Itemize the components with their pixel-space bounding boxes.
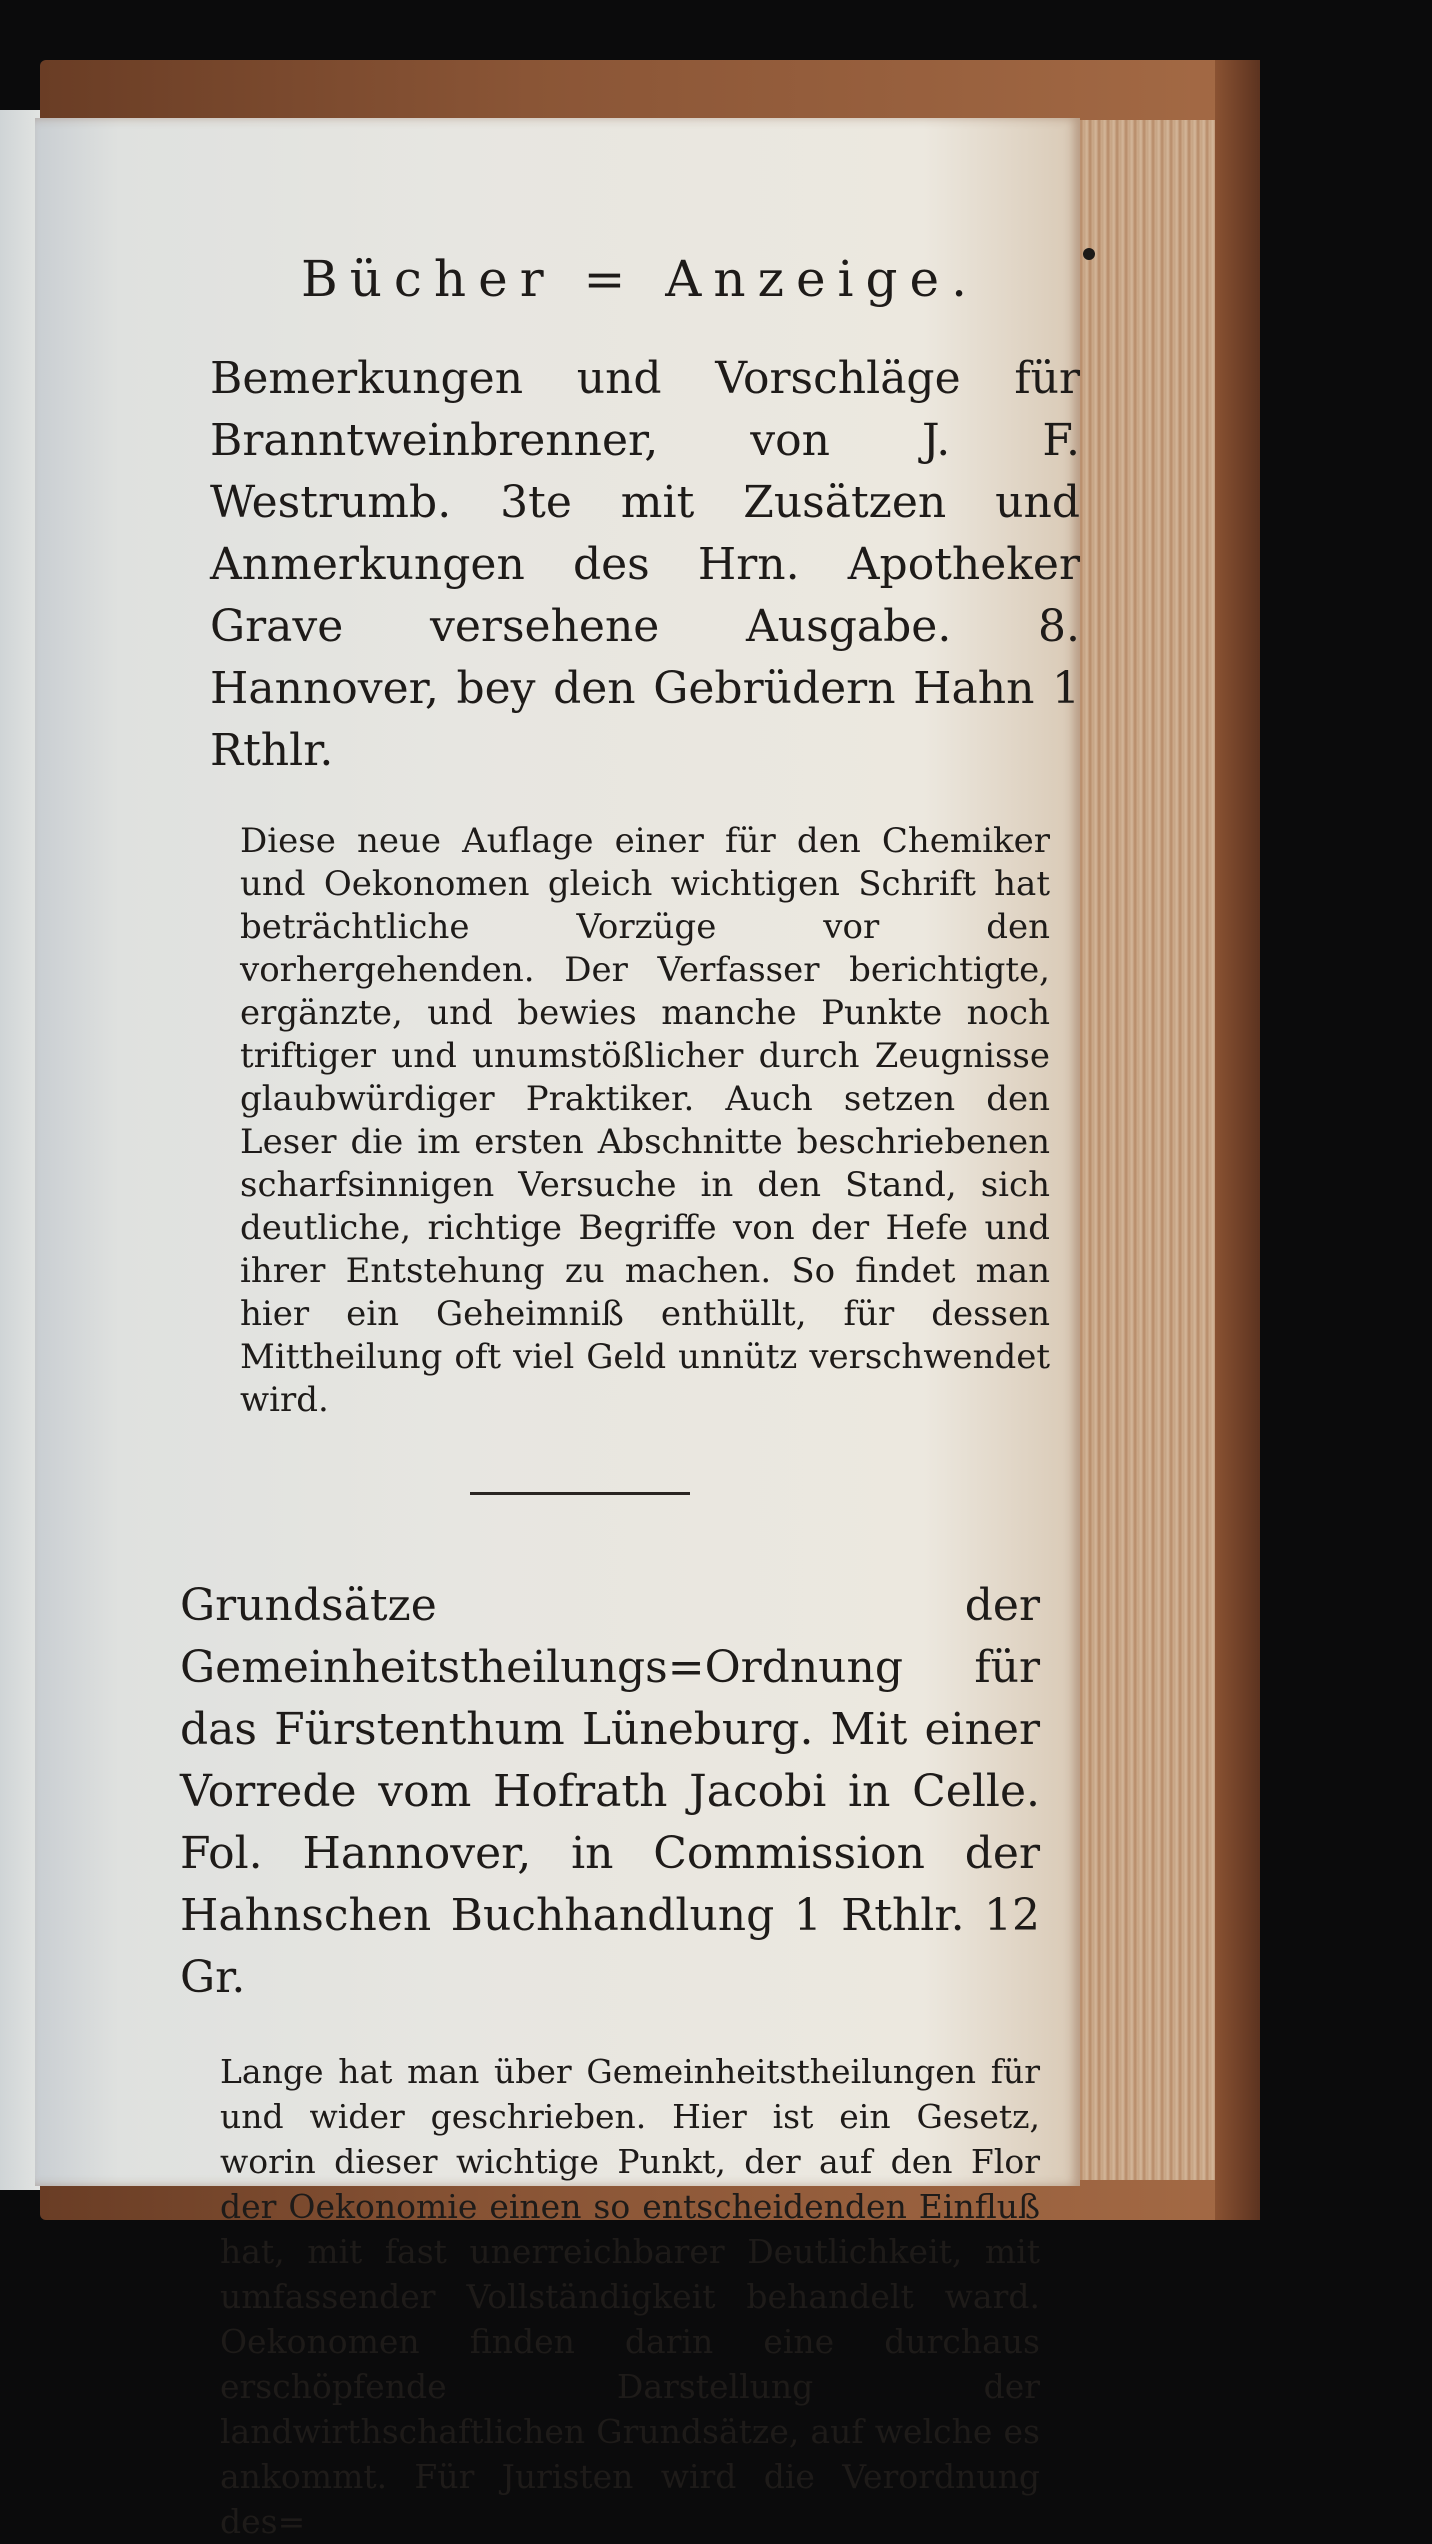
left-page-edge	[0, 110, 40, 2190]
entry-1-title: Bemerkungen und Vorschläge für Branntweinbrenner, von J. F. Westrumb. 3te mit Zusätzen und Anmerkungen des Hrn. Apotheker Grave versehene Ausgabe. 8. Hannover, bey den Gebrüdern Hahn 1 Rthlr.	[210, 353, 1080, 776]
entry-2-title: Grundsätze der Gemeinheitstheilungs=Ordnung für das Fürstenthum Lüneburg. Mit einer Vorrede vom Hofrath Jacobi in Celle. Fol. Hannover, in Commission der Hahnschen Buchhandlung 1 Rthlr. 12 Gr.	[180, 1580, 1040, 2003]
page-text	[170, 250, 1080, 2544]
page-edges	[1075, 120, 1215, 2180]
section-divider	[470, 1492, 690, 1495]
page-heading: Bücher = Anzeige.	[300, 250, 980, 308]
entry-2-description: Lange hat man über Gemeinheitstheilungen für und wider geschrieben. Hier ist ein Gesetz, worin dieser wichtige Punkt, der auf den Flor der Oekonomie einen so entscheidenden Einfluß hat, mit fast unerreichbarer Deutlichkeit, mit umfassender Vollständigkeit behandelt ward. Oekonomen finden darin eine durchaus erschöpfende Darstellung der landwirthschaftlichen Grundsätze, auf welche es ankommt. Für Juristen wird die Verordnung des=	[220, 2052, 1040, 2541]
ink-spot	[1083, 248, 1095, 260]
entry-1-description: Diese neue Auflage einer für den Chemiker und Oekonomen gleich wichtigen Schrift hat beträchtliche Vorzüge vor den vorhergehenden. Der Verfasser berichtigte, ergänzte, und bewies manche Punkte noch triftiger und unumstößlicher durch Zeugnisse glaubwürdiger Praktiker. Auch setzen den Leser die im ersten Abschnitte beschriebenen scharfsinnigen Versuche in den Stand, sich deutliche, richtige Begriffe von der Hefe und ihrer Entstehung zu machen. So findet man hier ein Geheimniß enthüllt, für dessen Mittheilung oft viel Geld unnütz verschwendet wird.	[240, 821, 1050, 1420]
book-cover-right	[1215, 60, 1260, 2220]
